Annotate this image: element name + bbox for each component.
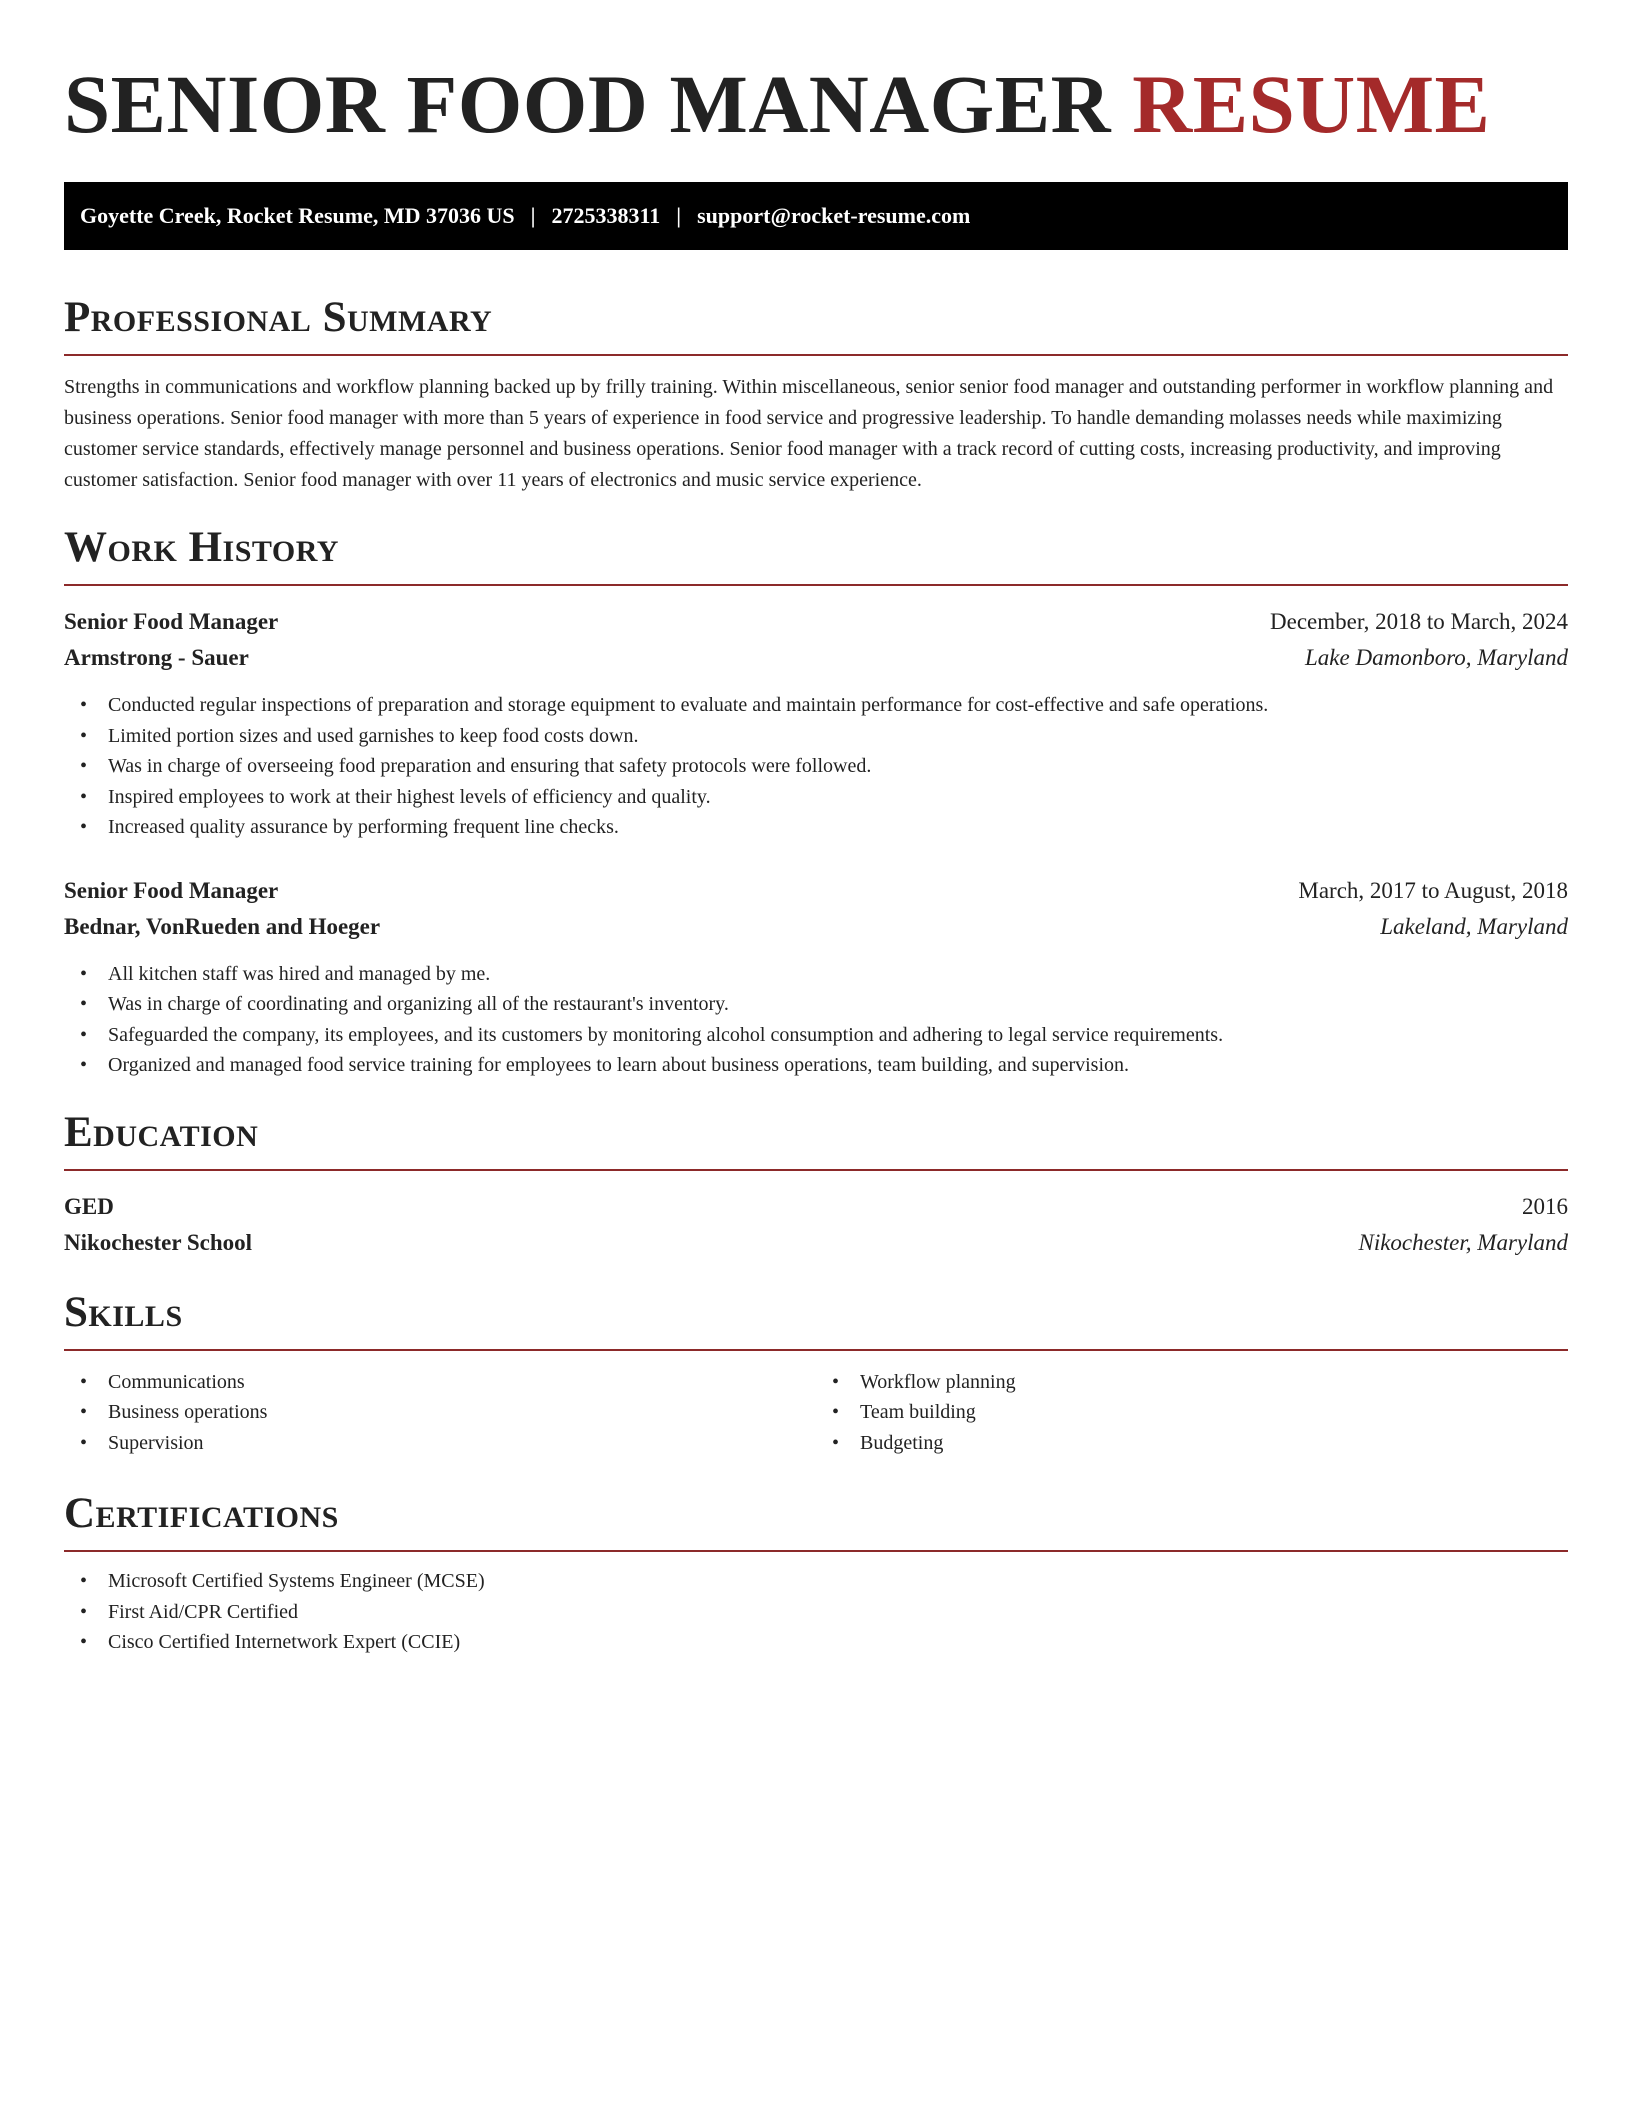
title-accent: RESUME [1132, 58, 1491, 150]
section-heading-certifications: Certifications [64, 1490, 339, 1537]
education-school-row [64, 1225, 1568, 1261]
skills-grid [64, 1367, 1568, 1459]
education-header-row [64, 1189, 1568, 1225]
education-section [64, 1109, 1568, 1261]
skill-item: • Supervision [64, 1428, 816, 1459]
job-header-row [64, 873, 1568, 909]
job-bullet: • Conducted regular inspections of preparation and storage equipment to evaluate and maintain performance for cost-effective and safe operations. [64, 690, 1568, 721]
section-divider [64, 1349, 1568, 1351]
job-company: Bednar, VonRueden and Hoeger [64, 913, 381, 939]
job-bullets [64, 690, 1568, 843]
education-degree: GED [64, 1193, 114, 1219]
job-dates: March, 2017 to August, 2018 [1298, 877, 1568, 903]
job-location: Lake Damonboro, Maryland [1305, 645, 1568, 670]
job-header-row [64, 604, 1568, 640]
section-divider [64, 584, 1568, 586]
job-dates: December, 2018 to March, 2024 [1270, 609, 1568, 634]
job-company-row [64, 909, 1568, 945]
contact-bar [64, 182, 1568, 250]
job-bullet: • Inspired employees to work at their highest levels of efficiency and quality. [64, 782, 1568, 813]
education-location: Nikochester, Maryland [1358, 1229, 1568, 1255]
certification-item: • Cisco Certified Internetwork Expert (CCIE) [64, 1627, 1568, 1658]
job-title: Senior Food Manager [64, 877, 279, 903]
contact-phone: 2725338311 [551, 203, 661, 228]
job-entry [64, 873, 1568, 1081]
contact-address: Goyette Creek, Rocket Resume, MD 37036 US [80, 203, 515, 228]
skills-column-left [64, 1367, 816, 1459]
job-bullet: • Was in charge of overseeing food preparation and ensuring that safety protocols were followed. [64, 751, 1568, 782]
skills-section [64, 1289, 1568, 1459]
certifications-list [64, 1566, 1568, 1658]
job-title: Senior Food Manager [64, 609, 279, 634]
job-bullet: • All kitchen staff was hired and managed by me. [64, 959, 1568, 990]
contact-separator: | [530, 203, 536, 228]
summary-section [64, 294, 1568, 496]
section-heading-summary: Professional Summary [64, 294, 493, 341]
skills-column-right [816, 1367, 1568, 1459]
section-heading-skills: Skills [64, 1288, 183, 1336]
section-divider [64, 1550, 1568, 1552]
skill-item: • Communications [64, 1367, 816, 1398]
job-bullet: • Increased quality assurance by performing frequent line checks. [64, 812, 1568, 843]
skill-item: • Workflow planning [816, 1367, 1568, 1398]
job-bullets [64, 959, 1568, 1081]
skill-item: • Budgeting [816, 1428, 1568, 1459]
skill-item: • Business operations [64, 1397, 816, 1428]
section-heading-work-history: Work History [64, 524, 339, 571]
job-company: Armstrong - Sauer [64, 645, 249, 670]
job-bullet: • Organized and managed food service training for employees to learn about business operations, team building, and supervision. [64, 1050, 1568, 1081]
summary-text: Strengths in communications and workflow planning backed up by frilly training. Within miscellaneous, senior senior food manager and outstanding performer in workflow planning and business operations. Senior food manager with more than 5 years of experience in food service and progressive leadership. To handle demanding molasses needs while maximizing customer service standards, effectively manage personnel and business operations. Senior food manager with a track record of cutting costs, increasing productivity, and improving customer satisfaction. Senior food manager with over 11 years of electronics and music service experience. [64, 376, 1554, 491]
skill-item: • Team building [816, 1397, 1568, 1428]
certifications-section [64, 1490, 1568, 1658]
education-entry [64, 1189, 1568, 1261]
work-history-section [64, 524, 1568, 1081]
education-school: Nikochester School [64, 1229, 253, 1255]
job-bullet: • Safeguarded the company, its employees, and its customers by monitoring alcohol consumption and adhering to legal service requirements. [64, 1020, 1568, 1051]
section-heading-education: Education [64, 1108, 259, 1156]
certification-item: • Microsoft Certified Systems Engineer (MCSE) [64, 1566, 1568, 1597]
section-divider [64, 354, 1568, 356]
education-year: 2016 [1522, 1193, 1568, 1219]
certification-item: • First Aid/CPR Certified [64, 1597, 1568, 1628]
section-divider [64, 1169, 1568, 1171]
job-bullet: • Was in charge of coordinating and organizing all of the restaurant's inventory. [64, 989, 1568, 1020]
job-location: Lakeland, Maryland [1380, 913, 1568, 939]
job-company-row [64, 640, 1568, 676]
title-main: SENIOR FOOD MANAGER [64, 58, 1112, 150]
contact-separator: | [676, 203, 682, 228]
resume-title [64, 58, 1568, 150]
contact-email: support@rocket-resume.com [697, 203, 971, 228]
job-entry [64, 604, 1568, 843]
job-bullet: • Limited portion sizes and used garnishes to keep food costs down. [64, 721, 1568, 752]
